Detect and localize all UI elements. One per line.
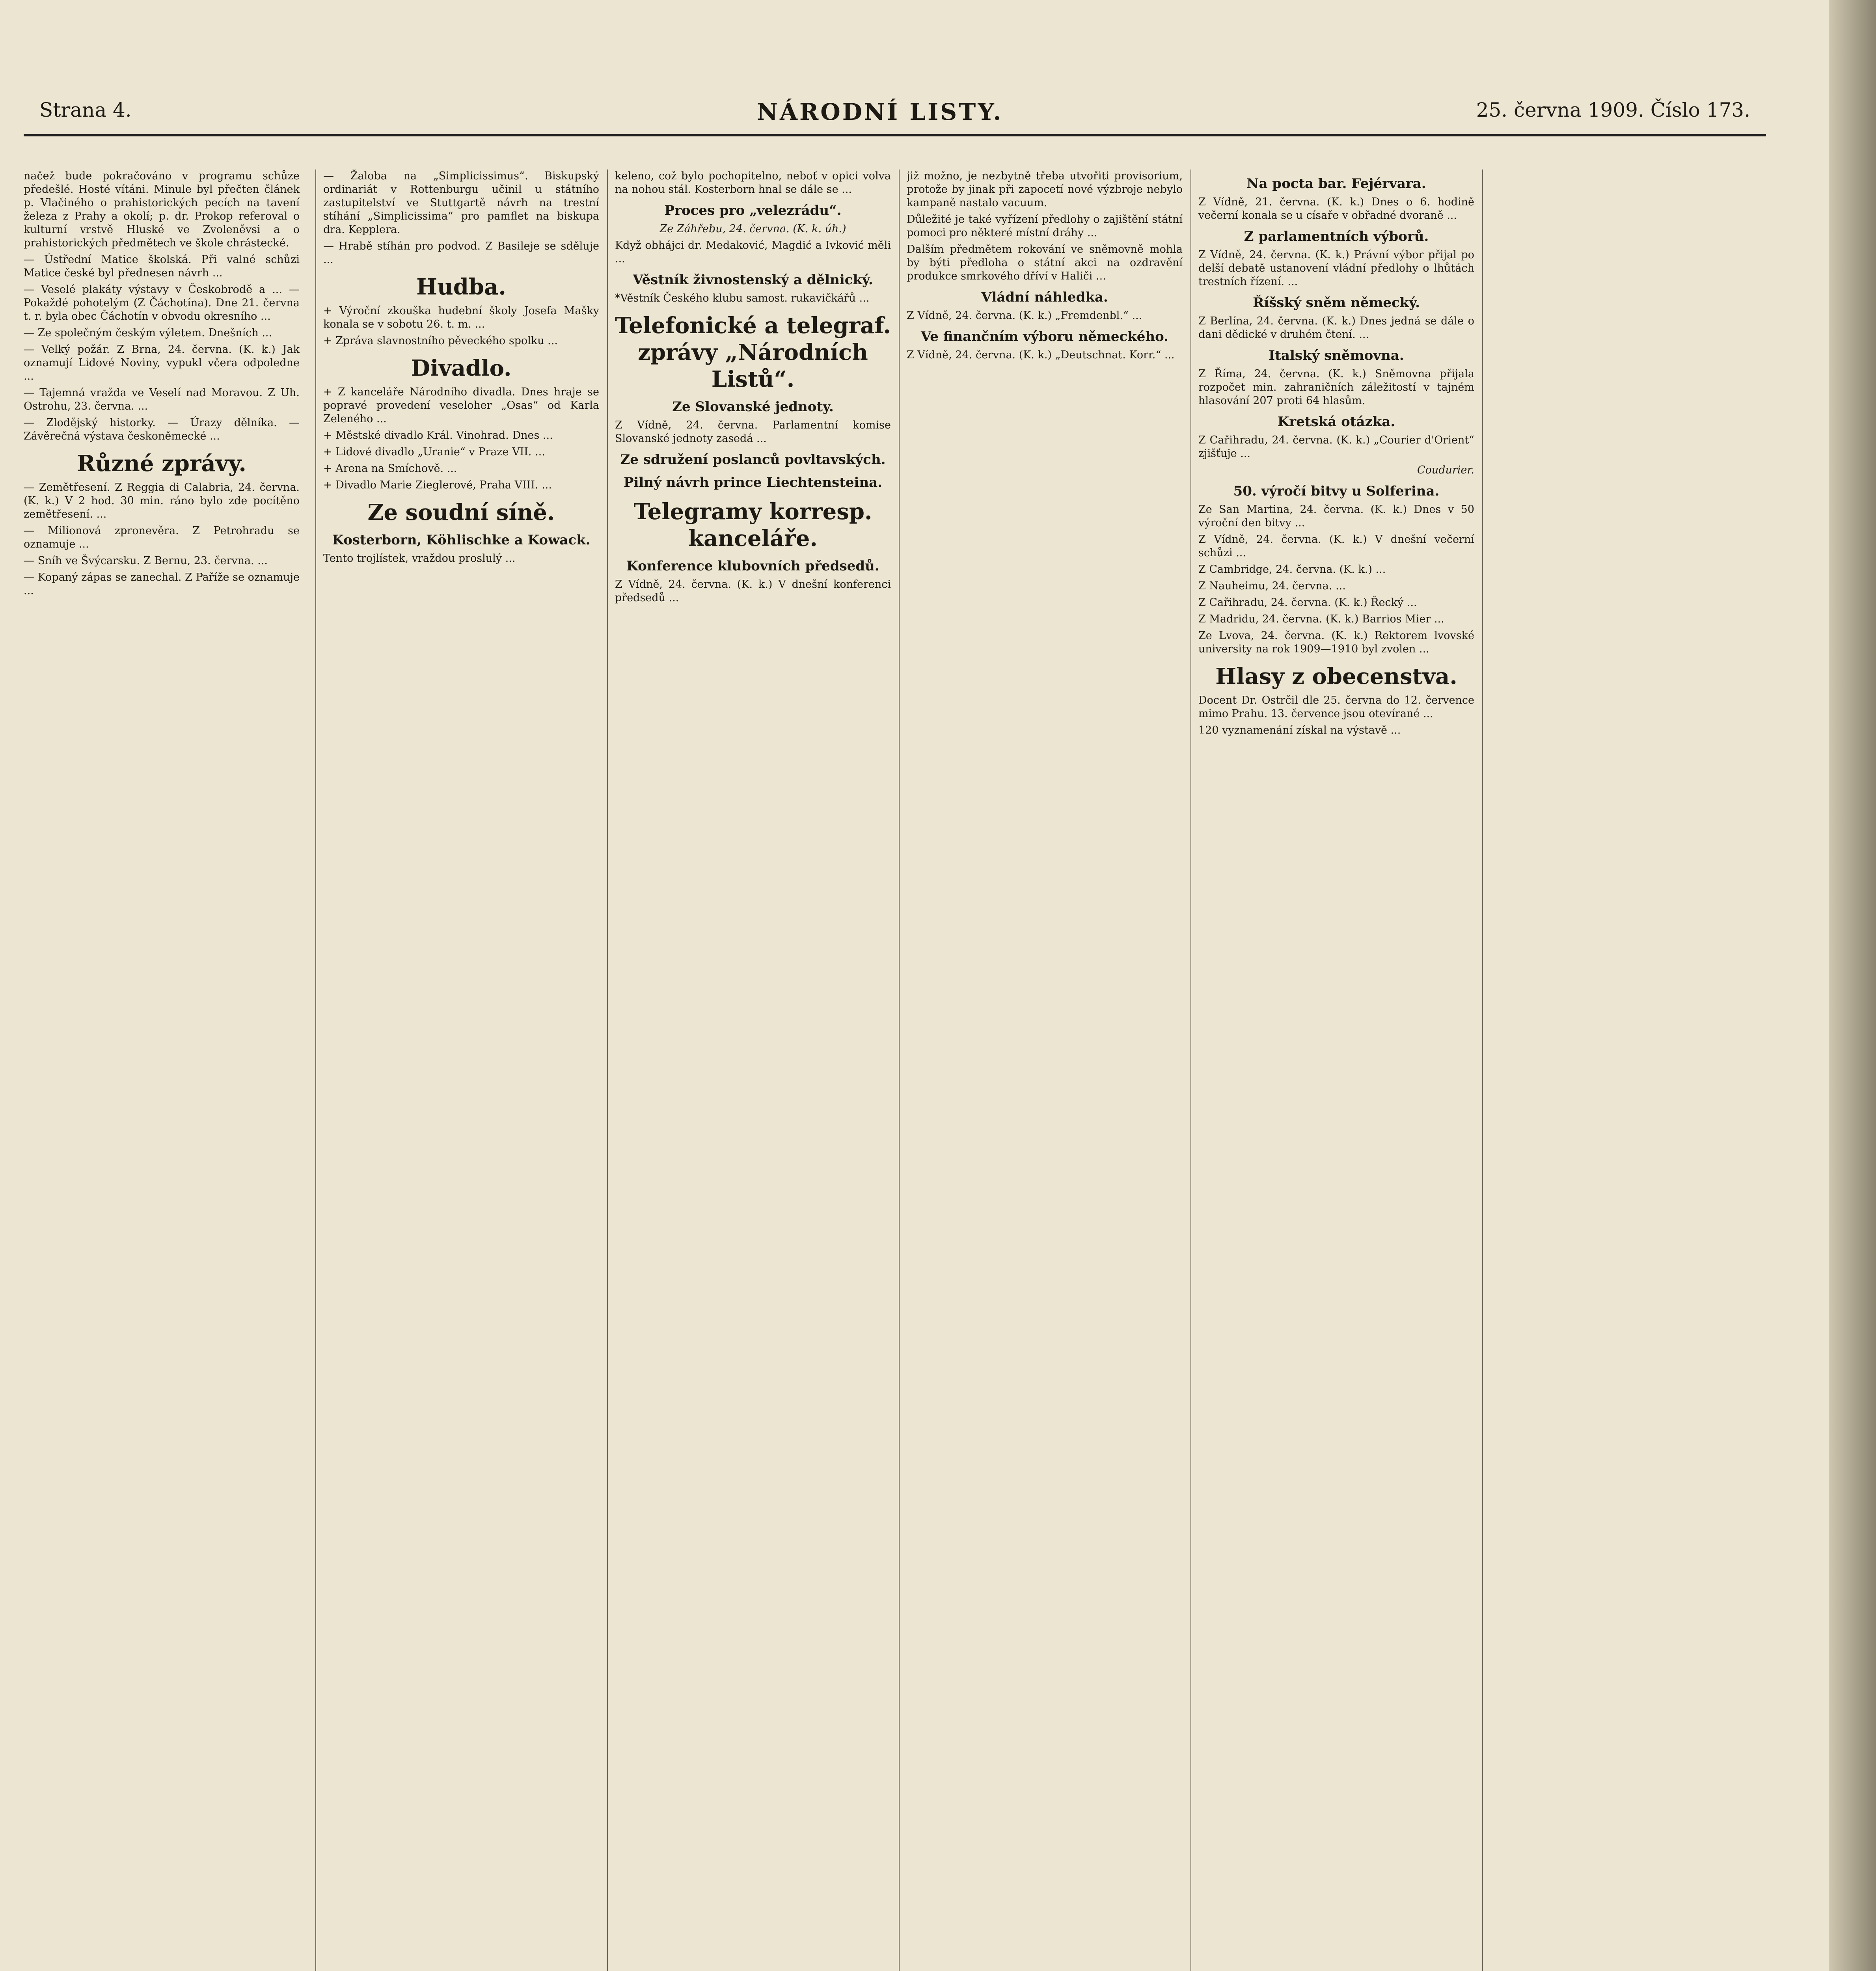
article-headline: 50. výročí bitvy u Solferina.	[1233, 483, 1440, 499]
section-heading: Hudba.	[416, 274, 506, 300]
article-paragraph: Ze Záhřebu, 24. června. (K. k. úh.)	[659, 223, 846, 235]
article-paragraph: + Z kanceláře Národního divadla. Dnes hraje se popravé provedení veseloher „Osas“ od Karla Zeleného ...	[323, 386, 599, 425]
article-columns	[24, 170, 1766, 1971]
article-paragraph: — Zlodějský historky. — Úrazy dělníka. — Závěrečná výstava českoněmecké ...	[24, 417, 300, 442]
article-paragraph: — Zemětřesení. Z Reggia di Calabria, 24. června. (K. k.) V 2 hod. 30 min. ráno bylo zde pocítěno zemětřesení. ...	[24, 481, 300, 520]
column-1	[24, 170, 300, 1971]
article-paragraph: Dalším předmětem rokování ve sněmovně mohla by býti předloha o státní akci na ozdravění produkce smrkového dříví v Haliči ...	[907, 243, 1183, 282]
article-paragraph: — Veselé plakáty výstavy v Českobrodě a ... — Pokaždé pohotelým (Z Čáchotína). Dne 21. června t. r. byla obec Čáchotín v obvodu okresního ...	[24, 283, 300, 322]
page-edge	[1829, 0, 1876, 1971]
article-headline: Ze Slovanské jednoty.	[672, 399, 834, 415]
column-2	[323, 170, 599, 1971]
column-3	[615, 170, 891, 1971]
issue-date: 25. června 1909. Číslo 173.	[1476, 99, 1750, 121]
article-paragraph: Z Madridu, 24. června. (K. k.) Barrios Mier ...	[1198, 613, 1444, 625]
article-headline: Věstník živnostenský a dělnický.	[633, 272, 873, 288]
header-rule	[24, 134, 1766, 136]
article-paragraph: + Divadlo Marie Zieglerové, Praha VIII. ...	[323, 479, 552, 491]
section-heading: Hlasy z obecenstva.	[1215, 663, 1457, 689]
article-paragraph: načež bude pokračováno v programu schůze předešlé. Hosté vítáni. Minule byl přečten článek p. Vlačiného o prahistorických pecích na tavení železa z Prahy a okolí; p. dr. Prokop referoval o kulturní vrstvě Hluské ve Zvoleněvsi a o prahistorických předmětech ve škole chrástecké.	[24, 170, 300, 249]
column-5	[1198, 170, 1474, 1971]
article-paragraph: Ze San Martina, 24. června. (K. k.) Dnes v 50 výroční den bitvy ...	[1198, 503, 1474, 529]
article-paragraph: Z Berlína, 24. června. (K. k.) Dnes jedná se dále o dani dědické v druhém čtení. ...	[1198, 315, 1474, 341]
article-paragraph: *Věstník Českého klubu samost. rukavičkářů ...	[615, 292, 870, 304]
article-paragraph: + Zpráva slavnostního pěveckého spolku ...	[323, 335, 558, 347]
article-paragraph: + Městské divadlo Král. Vinohrad. Dnes ...	[323, 429, 553, 442]
article-headline: Pilný návrh prince Liechtensteina.	[623, 475, 883, 490]
article-paragraph: — Kopaný zápas se zanechal. Z Paříže se oznamuje ...	[24, 571, 300, 597]
column-4	[907, 170, 1183, 1971]
section-heading: Různé zprávy.	[77, 451, 246, 477]
article-paragraph: keleno, což bylo pochopitelno, neboť v opici volva na nohou stál. Kosterborn hnal se dále se ...	[615, 170, 891, 196]
article-paragraph: — Tajemná vražda ve Veselí nad Moravou. Z Uh. Ostrohu, 23. června. ...	[24, 387, 300, 412]
article-headline: Ze sdružení poslanců povltavských.	[620, 452, 886, 468]
section-heading: Telefonické a telegraf. zprávy „Národních Listů“.	[615, 313, 891, 392]
article-headline: Z parlamentních výborů.	[1244, 229, 1429, 244]
article-headline: Konference klubovních předsedů.	[626, 558, 879, 574]
article-headline: Vládní náhledka.	[981, 289, 1108, 305]
article-headline: Na pocta bar. Fejérvara.	[1246, 176, 1426, 192]
article-paragraph: + Výroční zkouška hudební školy Josefa Mašky konala se v sobotu 26. t. m. ...	[323, 305, 599, 330]
section-heading: Ze soudní síně.	[367, 499, 555, 525]
section-heading: Telegramy korresp. kanceláře.	[633, 499, 872, 551]
article-paragraph: již možno, je nezbytně třeba utvořiti provisorium, protože by jinak při zapocetí nové výzbroje nebylo kampaně nastalo vacuum.	[907, 170, 1183, 209]
article-paragraph: + Lidové divadlo „Uranie“ v Praze VII. ...	[323, 446, 545, 458]
article-paragraph: Ze Lvova, 24. června. (K. k.) Rektorem lvovské university na rok 1909—1910 byl zvolen ...	[1198, 630, 1474, 655]
article-paragraph: — Hrabě stíhán pro podvod. Z Basileje se sděluje ...	[323, 240, 599, 266]
article-paragraph: — Velký požár. Z Brna, 24. června. (K. k.) Jak oznamují Lidové Noviny, vypukl včera odpoledne ...	[24, 343, 300, 382]
article-paragraph: Z Vídně, 24. června. Parlamentní komise Slovanské jednoty zasedá ...	[615, 419, 891, 445]
article-headline: Ve finančním výboru německého.	[921, 329, 1168, 345]
article-paragraph: Z Cařihradu, 24. června. (K. k.) Řecký ...	[1198, 596, 1417, 609]
article-paragraph: Z Cařihradu, 24. června. (K. k.) „Courier d'Orient“ zjišťuje ...	[1198, 434, 1474, 460]
article-paragraph: Coudurier.	[1417, 464, 1474, 476]
article-paragraph: Z Nauheimu, 24. června. ...	[1198, 580, 1346, 592]
article-paragraph: — Ústřední Matice školská. Při valné schůzi Matice české byl přednesen návrh ...	[24, 253, 300, 279]
article-paragraph: — Milionová zpronevěra. Z Petrohradu se oznamuje ...	[24, 525, 300, 550]
article-paragraph: Tento trojlístek, vraždou proslulý ...	[323, 552, 516, 564]
article-headline: Proces pro „velezrádu“.	[664, 203, 842, 218]
article-paragraph: Z Říma, 24. června. (K. k.) Sněmovna přijala rozpočet min. zahraničních záležitostí v tajném hlasování 207 proti 64 hlasům.	[1198, 368, 1474, 407]
article-paragraph: Když obhájci dr. Medaković, Magdić a Ivković měli ...	[615, 239, 891, 265]
newspaper-title: NÁRODNÍ LISTY.	[757, 99, 1003, 125]
article-paragraph: — Sníh ve Švýcarsku. Z Bernu, 23. června. ...	[24, 555, 268, 567]
section-heading: Divadlo.	[411, 355, 512, 381]
article-headline: Říšský sněm německý.	[1253, 295, 1420, 311]
article-paragraph: Z Vídně, 21. června. (K. k.) Dnes o 6. hodině večerní konala se u císaře v obřadné dvoraně ...	[1198, 196, 1474, 222]
article-paragraph: — Žaloba na „Simplicissimus“. Biskupský ordinariát v Rottenburgu učinil u státního zastupitelství ve Stuttgartě návrh na trestní stíhání „Simplicissima“ pro pamflet na biskupa dra. Kepplera.	[323, 170, 599, 236]
article-paragraph: Z Vídně, 24. června. (K. k.) „Fremdenbl.“ ...	[907, 309, 1142, 322]
article-paragraph: Důležité je také vyřízení předlohy o zajištění státní pomoci pro některé místní dráhy ...	[907, 213, 1183, 239]
article-paragraph: 120 vyznamenání získal na výstavě ...	[1198, 724, 1401, 736]
article-paragraph: Z Vídně, 24. června. (K. k.) V dnešní konferenci předsedů ...	[615, 578, 891, 604]
article-paragraph: Z Vídně, 24. června. (K. k.) Právní výbor přijal po delší debatě ustanovení vládní předlohy o lhůtách trestních řízení. ...	[1198, 249, 1474, 288]
article-headline: Kosterborn, Köhlischke a Kowack.	[332, 532, 591, 548]
page-number: Strana 4.	[39, 99, 132, 121]
page-header	[16, 91, 1766, 134]
article-paragraph: Z Vídně, 24. června. (K. k.) „Deutschnat. Korr.“ ...	[907, 349, 1175, 361]
article-paragraph: Docent Dr. Ostrčil dle 25. června do 12. července mimo Prahu. 13. července jsou otevírané ...	[1198, 694, 1474, 720]
article-headline: Italský sněmovna.	[1269, 348, 1404, 363]
article-paragraph: Z Cambridge, 24. června. (K. k.) ...	[1198, 563, 1386, 576]
article-paragraph: Z Vídně, 24. června. (K. k.) V dnešní večerní schůzi ...	[1198, 533, 1474, 559]
article-paragraph: — Ze společným českým výletem. Dnešních ...	[24, 327, 272, 339]
article-paragraph: + Arena na Smíchově. ...	[323, 462, 457, 475]
article-headline: Kretská otázka.	[1277, 414, 1395, 430]
